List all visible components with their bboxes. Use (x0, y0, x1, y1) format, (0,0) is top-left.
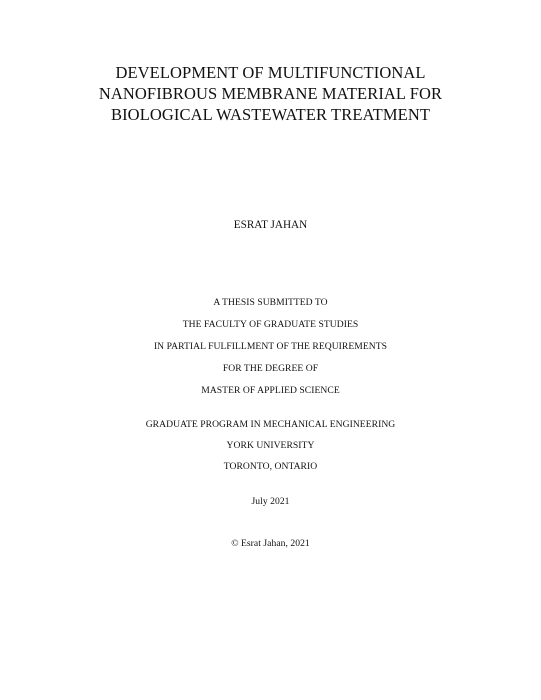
submission-line-1: A THESIS SUBMITTED TO (213, 297, 328, 308)
author-name: ESRAT JAHAN (233, 219, 308, 231)
program-line-1: GRADUATE PROGRAM IN MECHANICAL ENGINEERING (145, 419, 396, 430)
title-line-3: BIOLOGICAL WASTEWATER TREATMENT (110, 105, 431, 124)
submission-line-2: THE FACULTY OF GRADUATE STUDIES (182, 319, 359, 330)
copyright-notice: © Esrat Jahan, 2021 (231, 538, 310, 549)
thesis-title (0, 62, 541, 125)
program-line-3: TORONTO, ONTARIO (223, 461, 318, 472)
submission-statement (0, 292, 541, 402)
program-affiliation (0, 414, 541, 477)
title-line-1: DEVELOPMENT OF MULTIFUNCTIONAL (115, 63, 426, 82)
submission-date: July 2021 (251, 496, 290, 507)
program-line-2: YORK UNIVERSITY (226, 440, 315, 451)
submission-line-5: MASTER OF APPLIED SCIENCE (201, 385, 340, 396)
submission-line-3: IN PARTIAL FULFILLMENT OF THE REQUIREMENTS (153, 341, 388, 352)
title-line-2: NANOFIBROUS MEMBRANE MATERIAL FOR (98, 84, 443, 103)
submission-line-4: FOR THE DEGREE OF (222, 363, 319, 374)
